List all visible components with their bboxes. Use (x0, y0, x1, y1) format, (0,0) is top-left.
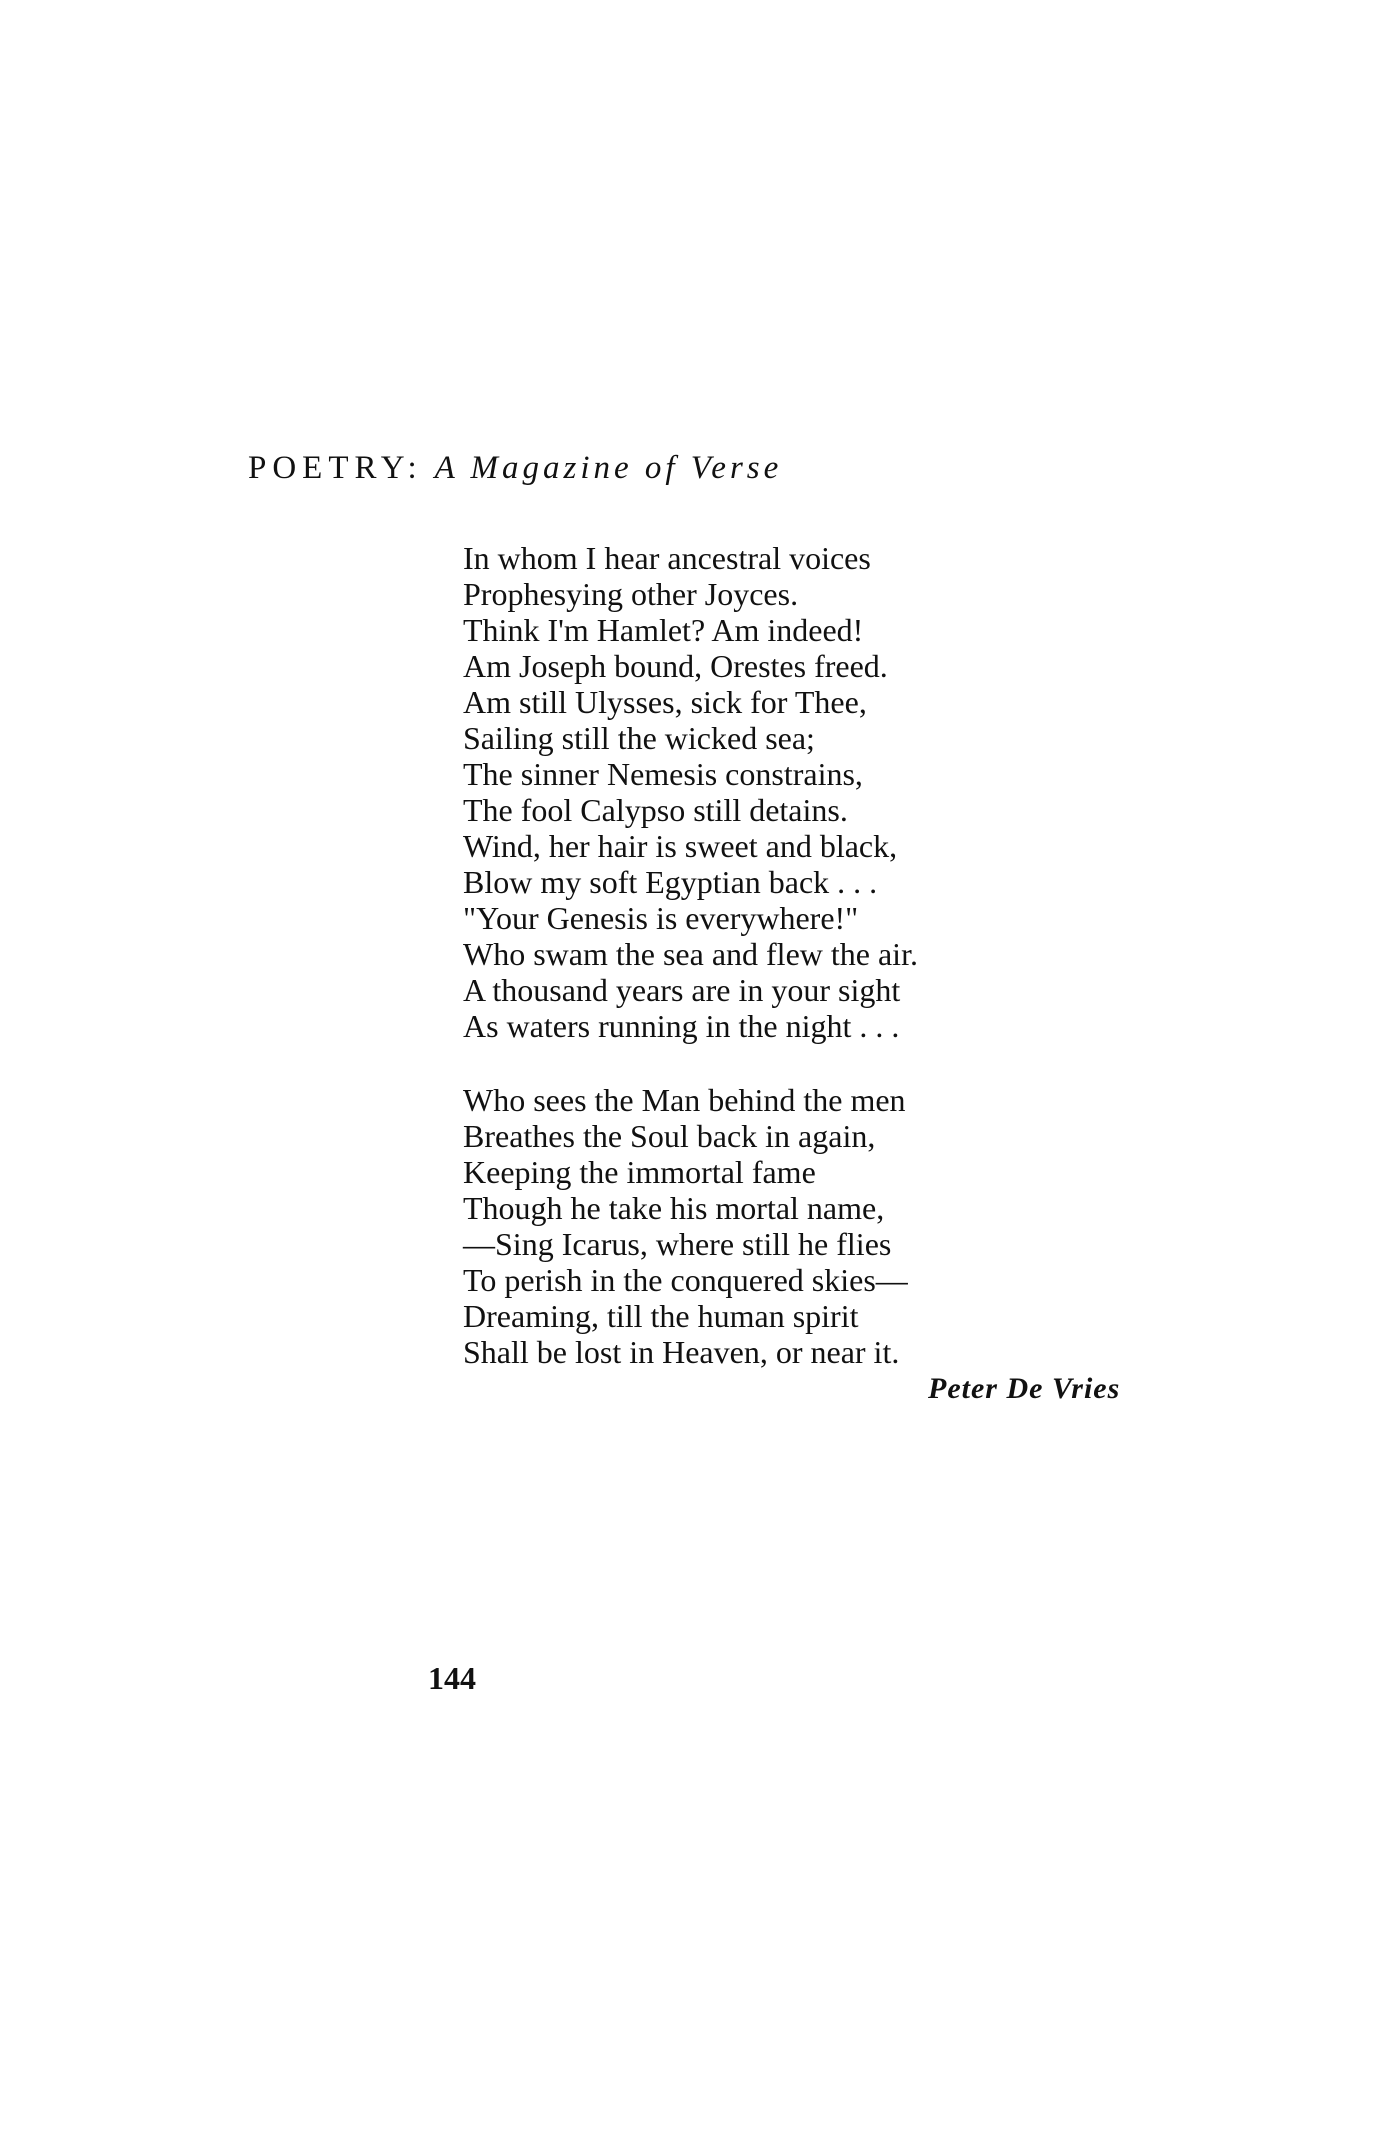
poem-line: Dreaming, till the human spirit (463, 1298, 859, 1334)
poem-line: The fool Calypso still detains. (463, 792, 848, 828)
poem-line: In whom I hear ancestral voices (463, 540, 871, 576)
poem-line: Who swam the sea and flew the air. (463, 936, 918, 972)
poem-line: Am still Ulysses, sick for Thee, (463, 684, 867, 720)
poem-line: The sinner Nemesis constrains, (463, 756, 863, 792)
poem-line: To perish in the conquered skies— (463, 1262, 908, 1298)
poem-line: "Your Genesis is everywhere!" (463, 900, 859, 936)
poem-line: Blow my soft Egyptian back . . . (463, 864, 878, 900)
poem-line: As waters running in the night . . . (463, 1008, 900, 1044)
poem-line: Wind, her hair is sweet and black, (463, 828, 898, 864)
poem-author: Peter De Vries (928, 1372, 1121, 1405)
poem-line: Who sees the Man behind the men (463, 1082, 906, 1118)
poem-line: Sailing still the wicked sea; (463, 720, 815, 756)
page-number: 144 (428, 1660, 476, 1696)
magazine-subtitle: A Magazine of Verse (434, 450, 783, 486)
poem-line: Breathes the Soul back in again, (463, 1118, 876, 1154)
poem-line: —Sing Icarus, where still he flies (463, 1226, 892, 1262)
poem-line: A thousand years are in your sight (463, 972, 901, 1008)
poem-line: Am Joseph bound, Orestes freed. (463, 648, 888, 684)
poem-line: Keeping the immortal fame (463, 1154, 816, 1190)
poem-line: Though he take his mortal name, (463, 1190, 885, 1226)
poem-line: Think I'm Hamlet? Am indeed! (463, 612, 864, 648)
poem-stanza-1 (463, 540, 918, 1044)
poem-line: Shall be lost in Heaven, or near it. (463, 1334, 900, 1370)
poem-stanza-2 (463, 1082, 908, 1370)
running-header (248, 448, 782, 488)
poem-line: Prophesying other Joyces. (463, 576, 799, 612)
magazine-name: POETRY: (248, 450, 423, 486)
